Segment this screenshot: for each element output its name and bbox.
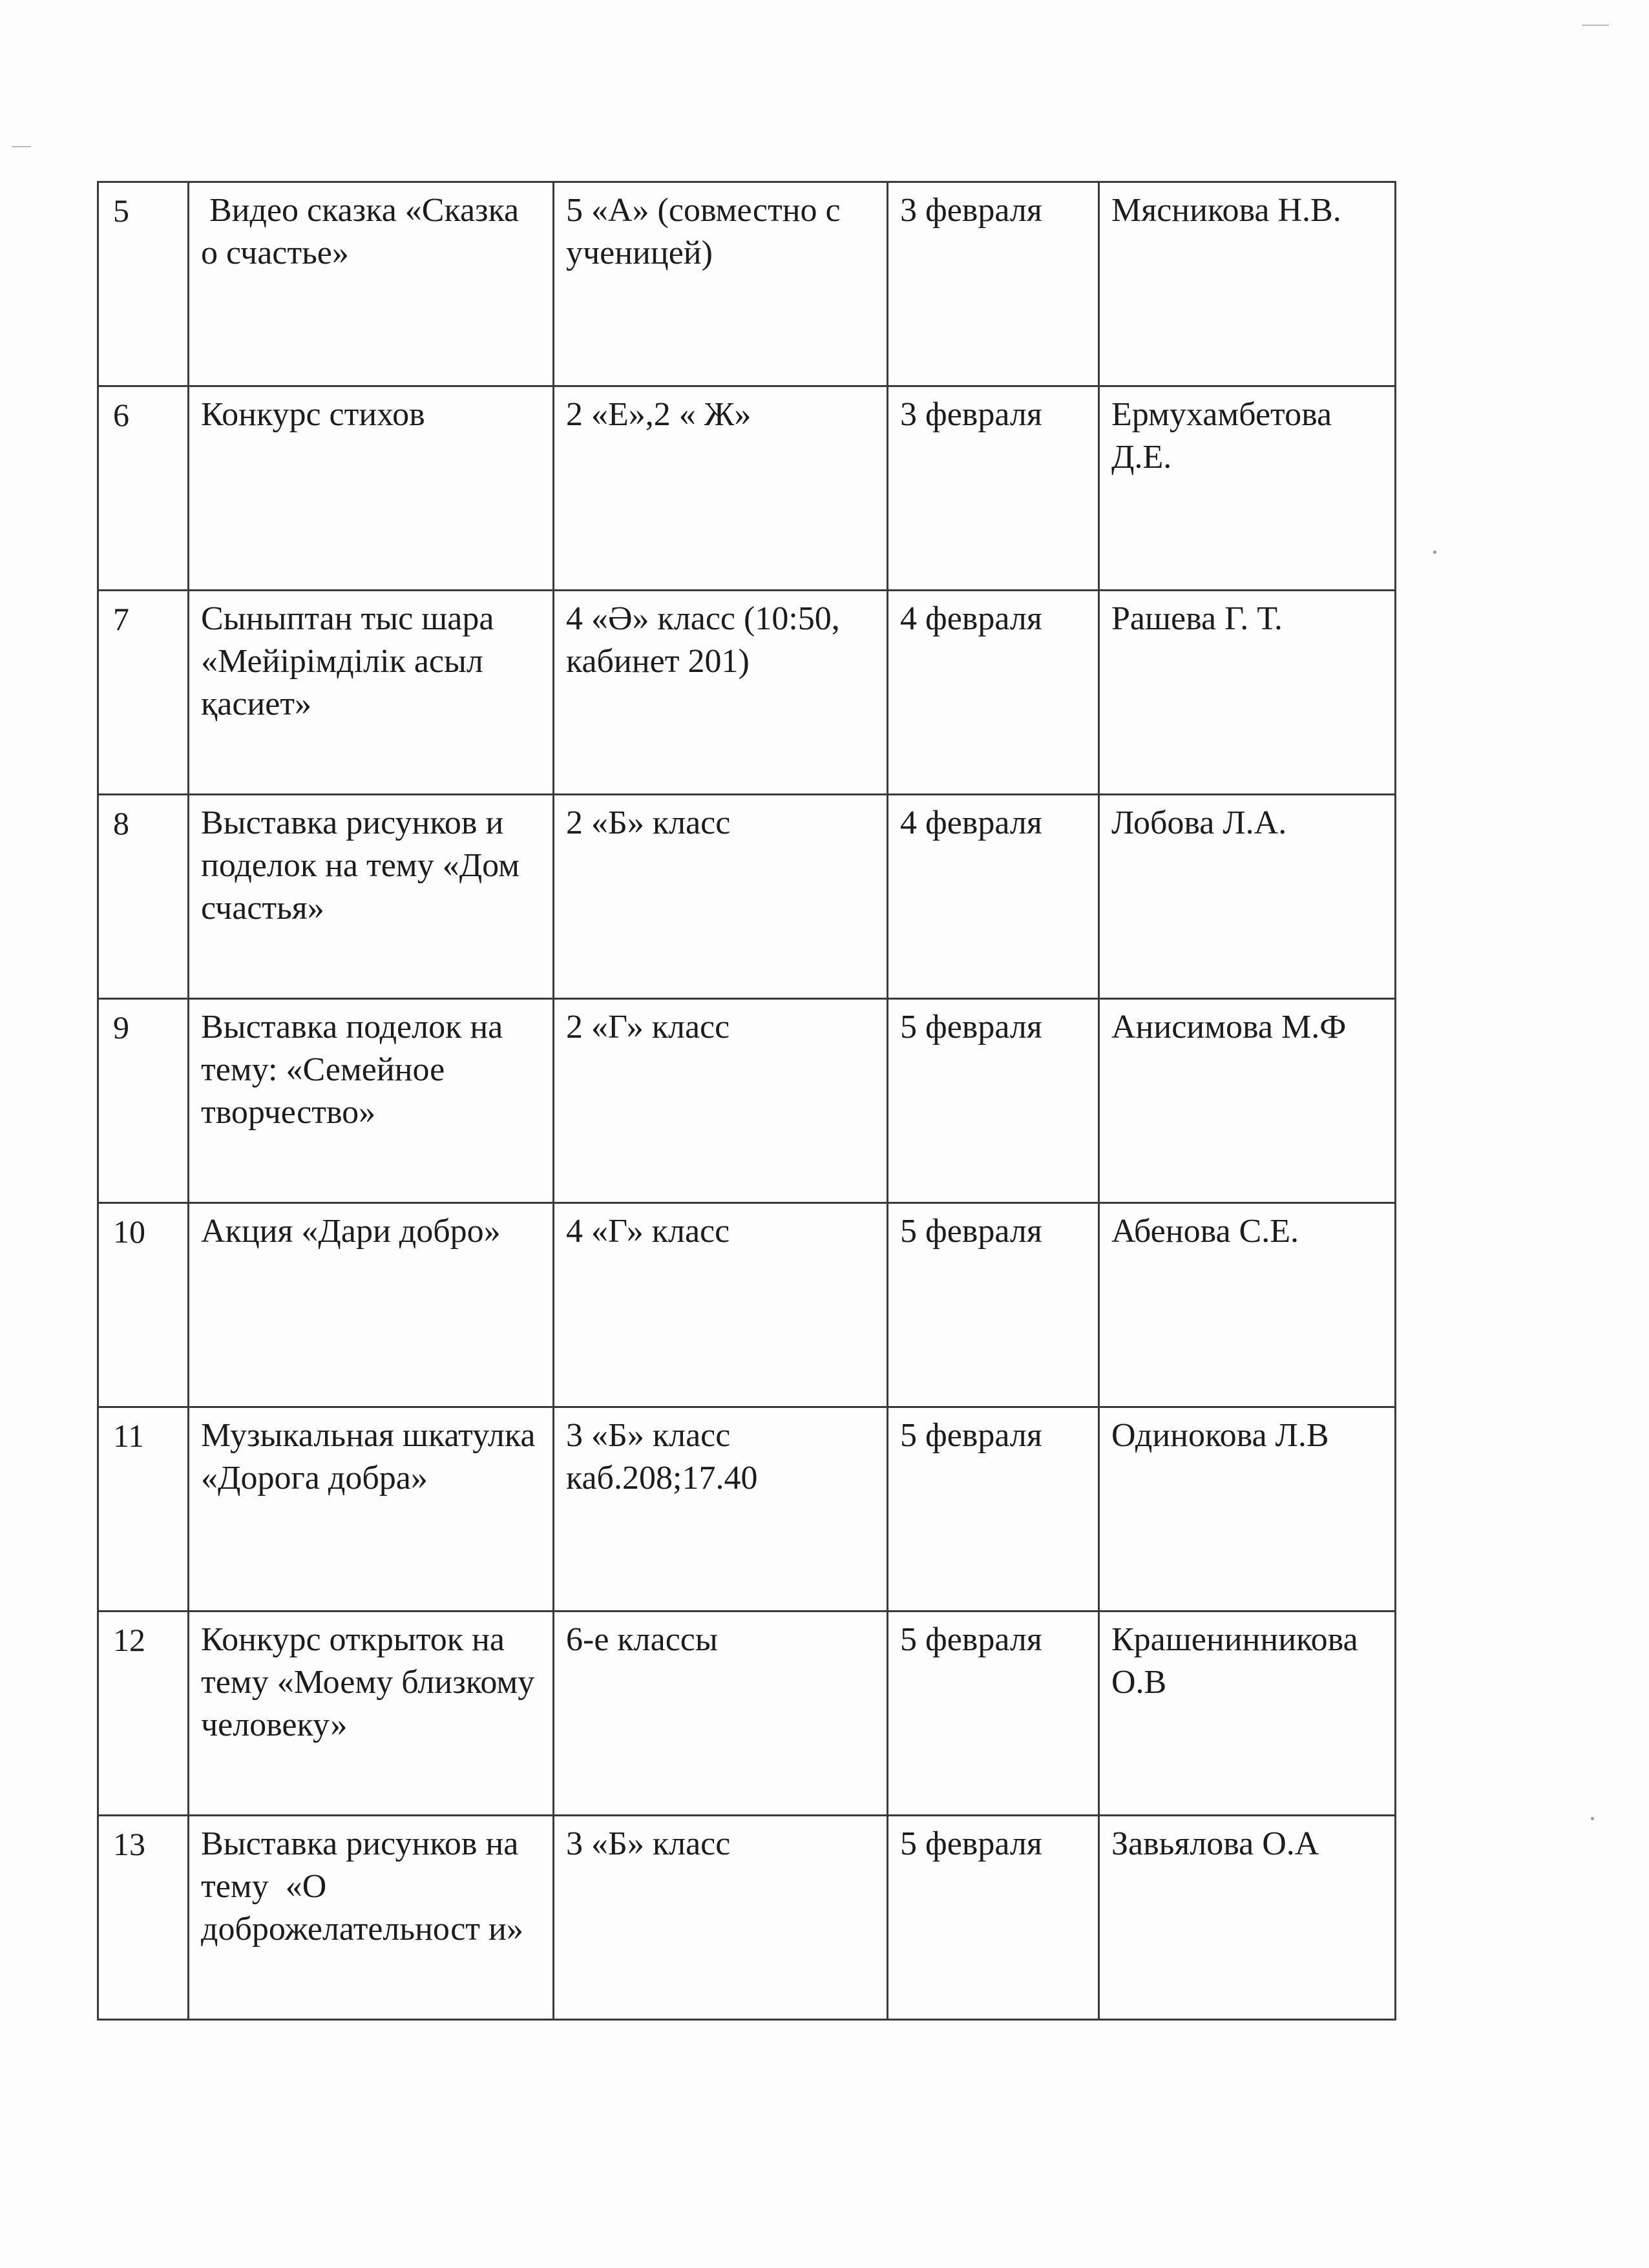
row-number: 6	[98, 386, 189, 591]
row-number: 7	[98, 591, 189, 795]
scan-artifact-dot	[1591, 1817, 1594, 1820]
event-name: Видео сказка «Сказка о счастье»	[189, 182, 554, 386]
events-table	[97, 181, 1396, 2021]
event-date: 3 февраля	[888, 386, 1099, 591]
table-row	[98, 795, 1396, 999]
row-number: 9	[98, 999, 189, 1203]
participants: 2 «Г» класс	[554, 999, 888, 1203]
responsible-person: Абенова С.Е.	[1099, 1203, 1396, 1407]
table-row	[98, 1407, 1396, 1612]
responsible-person: Рашева Г. Т.	[1099, 591, 1396, 795]
table-row	[98, 1816, 1396, 2020]
row-number: 10	[98, 1203, 189, 1407]
row-number: 13	[98, 1816, 189, 2020]
event-date: 5 февраля	[888, 1612, 1099, 1816]
event-date: 4 февраля	[888, 591, 1099, 795]
event-name: Выставка рисунков на тему «О доброжелательност и»	[189, 1816, 554, 2020]
responsible-person: Мясникова Н.В.	[1099, 182, 1396, 386]
event-name: Сыныптан тыс шара «Мейірімділік асыл қасиет»	[189, 591, 554, 795]
scan-artifact-dot	[1433, 551, 1436, 554]
table-row	[98, 591, 1396, 795]
table-row	[98, 386, 1396, 591]
row-number: 8	[98, 795, 189, 999]
scan-artifact-line	[1582, 25, 1609, 26]
responsible-person: Завьялова О.А	[1099, 1816, 1396, 2020]
event-name: Выставка поделок на тему: «Семейное творчество»	[189, 999, 554, 1203]
participants: 2 «Б» класс	[554, 795, 888, 999]
event-name: Выставка рисунков и поделок на тему «Дом счастья»	[189, 795, 554, 999]
participants: 3 «Б» класс каб.208;17.40	[554, 1407, 888, 1612]
event-name: Конкурс открыток на тему «Моему близкому человеку»	[189, 1612, 554, 1816]
event-name: Музыкальная шкатулка «Дорога добра»	[189, 1407, 554, 1612]
row-number: 11	[98, 1407, 189, 1612]
row-number: 5	[98, 182, 189, 386]
event-date: 4 февраля	[888, 795, 1099, 999]
participants: 5 «А» (совместно с ученицей)	[554, 182, 888, 386]
event-date: 5 февраля	[888, 1407, 1099, 1612]
event-date: 5 февраля	[888, 1816, 1099, 2020]
table-row	[98, 1203, 1396, 1407]
event-name: Акция «Дари добро»	[189, 1203, 554, 1407]
row-number: 12	[98, 1612, 189, 1816]
responsible-person: Крашенинникова О.В	[1099, 1612, 1396, 1816]
responsible-person: Анисимова М.Ф	[1099, 999, 1396, 1203]
responsible-person: Ермухамбетова Д.Е.	[1099, 386, 1396, 591]
participants: 4 «Ә» класс (10:50, кабинет 201)	[554, 591, 888, 795]
participants: 3 «Б» класс	[554, 1816, 888, 2020]
event-date: 5 февраля	[888, 999, 1099, 1203]
participants: 4 «Г» класс	[554, 1203, 888, 1407]
table-row	[98, 182, 1396, 386]
event-name: Конкурс стихов	[189, 386, 554, 591]
responsible-person: Одинокова Л.В	[1099, 1407, 1396, 1612]
scan-artifact-line	[12, 146, 31, 147]
participants: 6-е классы	[554, 1612, 888, 1816]
table-row	[98, 1612, 1396, 1816]
table-row	[98, 999, 1396, 1203]
event-date: 3 февраля	[888, 182, 1099, 386]
participants: 2 «Е»,2 « Ж»	[554, 386, 888, 591]
responsible-person: Лобова Л.А.	[1099, 795, 1396, 999]
event-date: 5 февраля	[888, 1203, 1099, 1407]
